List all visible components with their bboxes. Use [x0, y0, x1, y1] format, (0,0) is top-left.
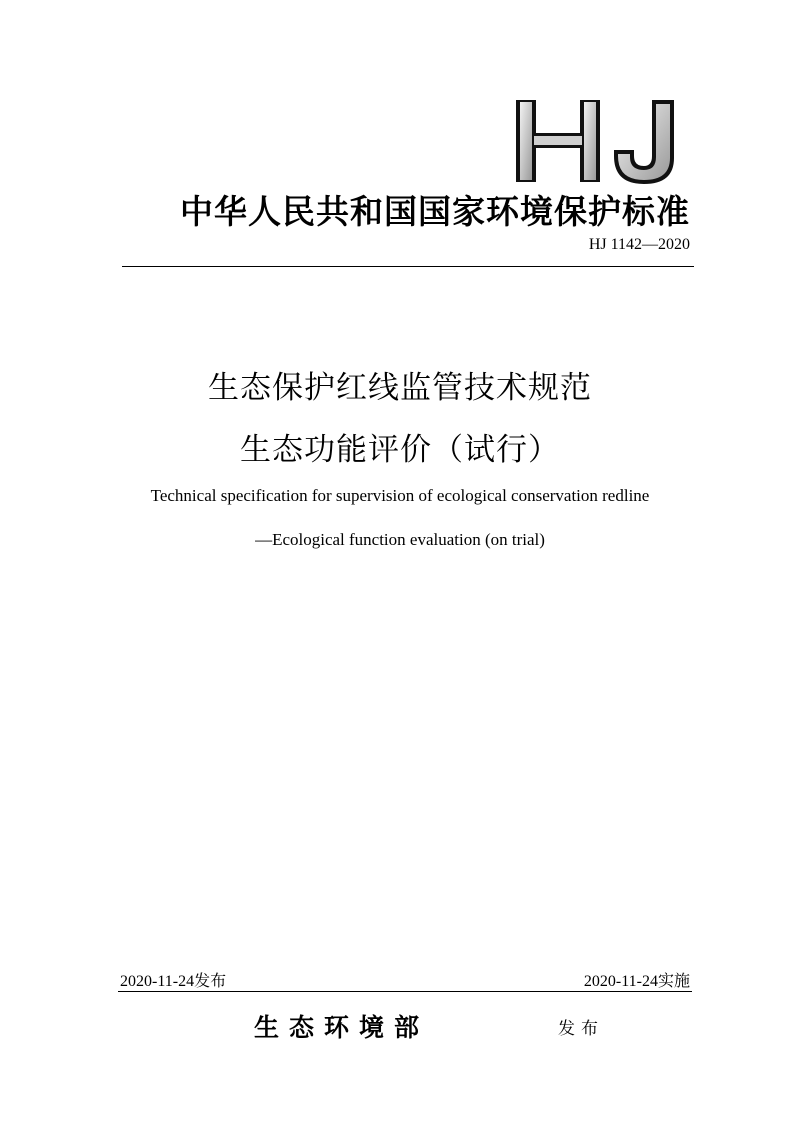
english-subtitle: —Ecological function evaluation (on trial): [255, 530, 545, 549]
standard-code: HJ 1142—2020: [588, 236, 690, 253]
issuer-name: 生态环境部: [254, 1013, 430, 1042]
hj-logo-graphic: [510, 96, 680, 186]
top-divider: [122, 266, 694, 267]
effective-date: 2020-11-24实施: [583, 973, 690, 990]
date-row: [118, 968, 690, 988]
bottom-divider: [118, 991, 692, 992]
publish-date: 2020-11-24发布: [120, 973, 227, 990]
document-title: 生态保护红线监管技术规范: [208, 370, 592, 406]
english-title: Technical specification for supervision of ecological conservation redline: [150, 486, 650, 505]
hj-logo: [510, 96, 680, 186]
issue-word: 发布: [558, 1019, 604, 1039]
org-title: 中华人民共和国国家环境保护标准: [180, 192, 690, 231]
document-subtitle: 生态功能评价（试行）: [240, 432, 560, 468]
